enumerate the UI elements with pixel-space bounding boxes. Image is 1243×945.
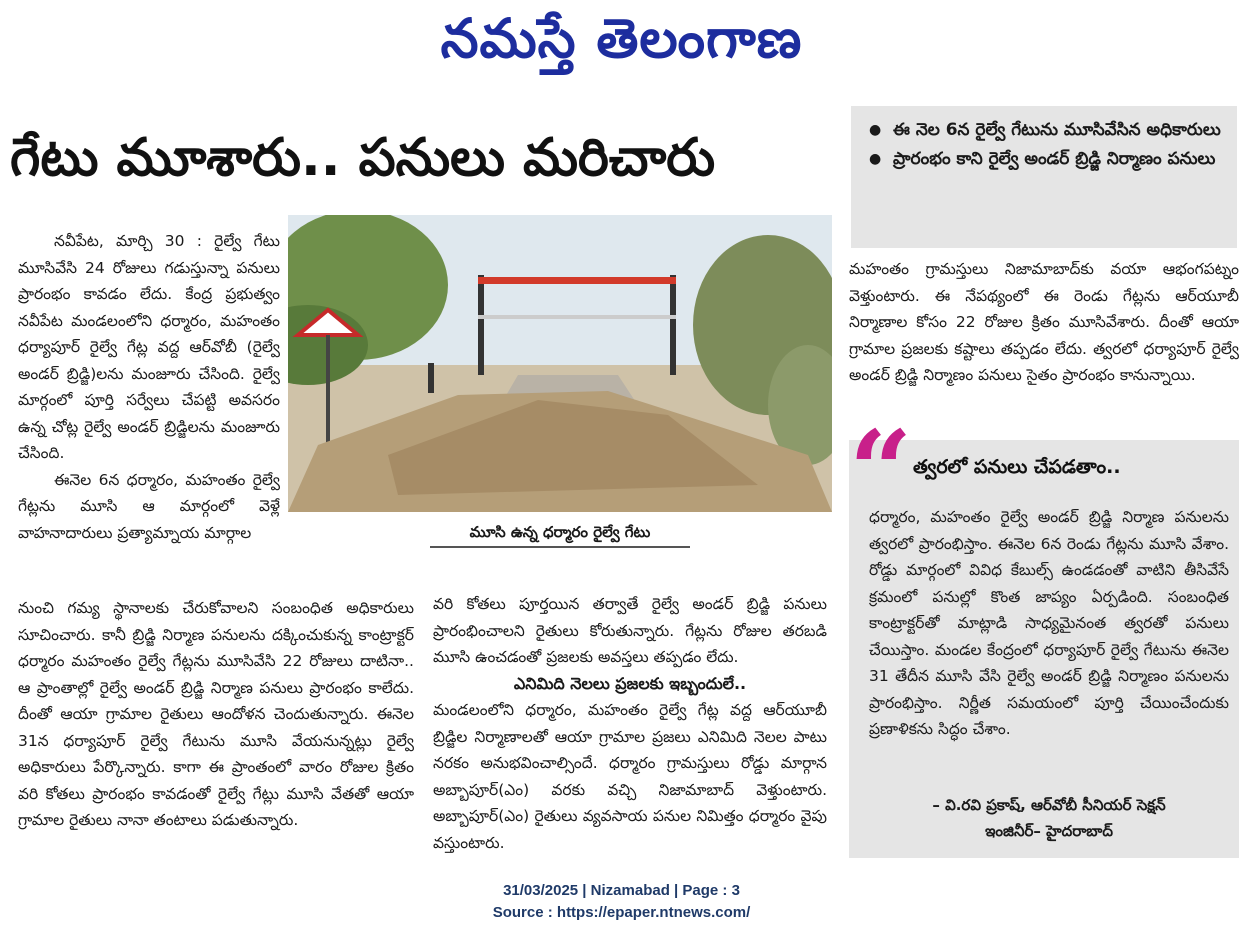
footer-source-link[interactable]: Source : https://epaper.ntnews.com/	[492, 904, 751, 921]
article-column-1-continued	[18, 595, 414, 834]
article-column-2	[433, 591, 827, 856]
quote-icon: “	[849, 406, 913, 535]
footer-date-line: 31/03/2025 | Nizamabad | Page : 3	[503, 882, 740, 899]
quote-credit-line: ఇంజినీర్– హైదరాబాద్	[985, 822, 1113, 840]
highlight-item: ● ప్రారంభం కాని రైల్వే అండర్ బ్రిడ్జి నిర్మాణం పనులు	[869, 147, 1227, 172]
quote-title: త్వరలో పనులు చేపడతాం..	[913, 456, 1121, 478]
article-paragraph: ఈనెల 6న ధర్మారం, మహంతం రైల్వే గేట్లను మూసి ఆ మార్గంలో వెళ్లే వాహనాదారులు ప్రత్యామ్నాయ మార్గాల	[18, 470, 280, 542]
article-paragraph: మండలంలోని ధర్మారం, మహంతం రైల్వే గేట్ల వద్ద ఆర్‌యూబీ బ్రిడ్జిల నిర్మాణాలతో ఆయా గ్రామాల ప్రజలు ఎనిమిది నెలల పాటు నరకం అనుభవించాల్సిందే. ధర్మారం గ్రామస్తులు రోడ్డు మార్గాన అబ్బాపూర్(ఎం) వరకు వచ్చి నిజామాబాద్ వెళ్తుంటారు. అబ్బాపూర్(ఎం) రైతులు వ్యవసాయ పనుల నిమిత్తం ధర్మారం వైపు వస్తుంటారు.	[433, 701, 827, 852]
news-photo	[288, 215, 832, 512]
highlight-item: ● ఈ నెల 6న రైల్వే గేటును మూసివేసిన అధికారులు	[869, 118, 1227, 143]
article-column-3	[849, 256, 1239, 389]
newspaper-logo: నమస్తే తెలంగాణ	[440, 7, 803, 70]
article-paragraph: మహంతం గ్రామస్తులు నిజామాబాద్‌కు వయా ఆభంగపట్నం వెళ్తుంటారు. ఈ నేపథ్యంలో ఈ రెండు గేట్లను ఆర్‌యూబీ నిర్మాణాల కోసం 22 రోజుల క్రితం మూసివేశారు. దీంతో ఆయా గ్రామాల ప్రజలకు కష్టాలు తప్పడం లేదు. త్వరలో ధర్యాపూర్ రైల్వే అండర్ బ్రిడ్జి నిర్మాణం పనులు సైతం ప్రారంభం కానున్నాయి.	[849, 260, 1239, 384]
quote-credit	[869, 792, 1229, 844]
headline: గేటు మూశారు.. పనులు మరిచారు	[10, 128, 716, 188]
quote-credit-line: – వి.రవి ప్రకాష్, ఆర్‌వోబీ సీనియర్ సెక్షన్	[932, 796, 1166, 814]
masthead	[0, 4, 1243, 74]
photo-caption: మూసి ఉన్న ధర్మారం రైల్వే గేటు	[430, 518, 690, 548]
quote-box	[849, 406, 1239, 858]
article-paragraph: వరి కోతలు పూర్తయిన తర్వాతే రైల్వే అండర్ బ్రిడ్జి పనులు ప్రారంభించాలని రైతులు కోరుతున్నారు. గేట్లను రోజుల తరబడి మూసి ఉంచడంతో ప్రజలకు అవస్తలు తప్పడం లేదు.	[433, 595, 827, 666]
page-footer	[0, 880, 1243, 924]
article-subheading: ఎనిమిది నెలలు ప్రజలకు ఇబ్బందులే..	[513, 673, 747, 693]
article-column-1	[18, 228, 280, 546]
highlights-box	[851, 106, 1237, 248]
article-paragraph: నవీపేట, మార్చి 30 : రైల్వే గేటు మూసివేసి 24 రోజులు గడుస్తున్నా పనులు ప్రారంభం కావడం లేదు. కేంద్ర ప్రభుత్వం నవీపేట మండలంలోని ధర్మారం, మహంతం ధర్యాపూర్ రైల్వే గేట్ల వద్ద ఆర్‌వోబీ (రైల్వే అండర్ బ్రిడ్జి)లను మంజూరు చేసింది. రైల్వే మార్గంలో పూర్తి సర్వేలు చేపట్టి అవసరం ఉన్న చోట్ల రైల్వే అండర్ బ్రిడ్జిలను మంజూరు చేసింది.	[18, 232, 280, 462]
article-paragraph: నుంచి గమ్య స్థానాలకు చేరుకోవాలని సంబంధిత అధికారులు సూచించారు. కానీ బ్రిడ్జి నిర్మాణ పనులను దక్కించుకున్న కాంట్రాక్టర్ ధర్మారం మహంతం రైల్వే గేట్లను మూసివేసి 22 రోజులు దాటినా.. ఆ ప్రాంతాల్లో రైల్వే అండర్ బ్రిడ్జి నిర్మాణ పనులు ప్రారంభం కాలేదు. దీంతో ఆయా గ్రామాల రైతులు ఆందోళన చెందుతున్నారు. ఈనెల 31న ధర్యాపూర్ రైల్వే గేటును మూసి వేయనున్నట్లు రైల్వే అధికారులు పేర్కొన్నారు. కాగా ఈ ప్రాంతంలో వారం రోజుల క్రితం వరి కోతలు ప్రారంభం కావడంతో రైల్వే గేట్లు మూసి వేతతో ఆయా గ్రామాల రైతులు నానా తంటాలు పడుతున్నారు.	[18, 599, 414, 829]
quote-body: ధర్మారం, మహంతం రైల్వే అండర్ బ్రిడ్జి నిర్మాణ పనులను త్వరలో ప్రారంభిస్తాం. ఈనెల 6న రెండు గేట్లను మూసి వేశాం. రోడ్డు మార్గంలో వివిధ కేబుల్స్ ఉండడంతో వాటిని తీసివేసే క్రమంలో పనుల్లో కొంత జాప్యం ఏర్పడింది. సంబంధిత కాంట్రాక్టర్‌తో మాట్లాడి సాధ్యమైనంత త్వరతో పనులు చేయిస్తాం. మండల కేంద్రంలో ధర్యాపూర్ రైల్వే గేటును ఈనెల 31 తేదీన మూసి వేసి రైల్వే అండర్ బ్రిడ్జి నిర్మాణం పనులను ప్రారంభిస్తాం. నిర్ణీత సమయంలో పూర్తి చేయించేందుకు ప్రణాళికను సిద్ధం చేశాం.	[869, 508, 1229, 738]
